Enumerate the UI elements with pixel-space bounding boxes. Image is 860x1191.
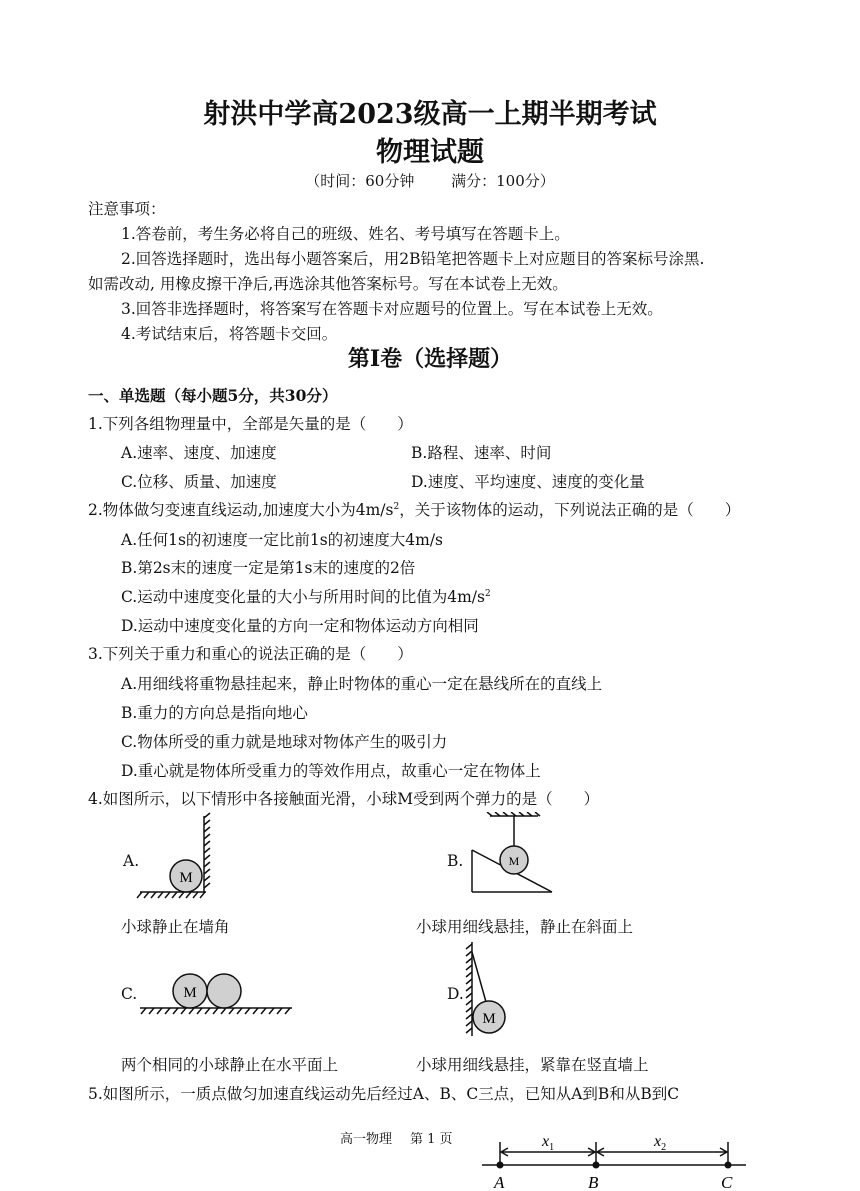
- q1-option-b: B.路程、速率、时间: [411, 444, 552, 462]
- exam-score: 满分：100分）: [451, 172, 555, 190]
- q3-option-b: B.重力的方向总是指向地心: [121, 704, 308, 722]
- q2-option-d: D.运动中速度变化量的方向一定和物体运动方向相同: [121, 617, 479, 635]
- q5-point-a: [497, 1162, 504, 1169]
- q2-stem-a: 2.物体做匀变速直线运动,加速度大小为4m/s: [88, 501, 394, 519]
- q3-option-a: A.用细线将重物悬挂起来，静止时物体的重心一定在悬线所在的直线上: [121, 675, 603, 693]
- q5-point-b: [593, 1162, 600, 1169]
- q2-option-c-text: C.运动中速度变化量的大小与所用时间的比值为4m/s: [121, 588, 485, 606]
- q2-stem-sup: 2: [393, 501, 400, 512]
- q2-option-c: [121, 585, 491, 607]
- notes-heading: 注意事项：: [88, 200, 166, 218]
- q4-fig-a-label: A.: [123, 852, 140, 870]
- q5-x1-base: x: [542, 1133, 550, 1150]
- exam-title: 射洪中学高2023级高一上期半期考试: [203, 99, 657, 130]
- q4-caption-a: 小球静止在墙角: [121, 918, 230, 936]
- q4-caption-d: 小球用细线悬挂，紧靠在竖直墙上: [416, 1056, 649, 1074]
- q5-x1-label: [541, 1133, 554, 1153]
- q5-x2-sub: 2: [661, 1142, 667, 1153]
- q4-fig-b-ball-label: M: [508, 854, 520, 868]
- q4-fig-a-ball-label: M: [179, 870, 193, 886]
- q4-fig-b-label: B.: [447, 852, 464, 870]
- q4-caption-c: 两个相同的小球静止在水平面上: [121, 1056, 339, 1074]
- q4-fig-d-ball-label: M: [482, 1011, 496, 1027]
- q5-point-c: [725, 1162, 732, 1169]
- q4-fig-d-label: D.: [447, 985, 464, 1003]
- exam-meta: [0, 170, 860, 191]
- page-footer: [340, 1128, 471, 1147]
- q4-fig-c-ball-other: [207, 974, 241, 1008]
- q5-label-a: A: [494, 1173, 505, 1191]
- note-3: 3.回答非选择题时，将答案写在答题卡对应题号的位置上。写在本试卷上无效。: [121, 300, 663, 318]
- note-4: 4.考试结束后，将答题卡交回。: [121, 325, 338, 343]
- note-1: 1.答卷前，考生务必将自己的班级、姓名、考号填写在答题卡上。: [121, 225, 570, 243]
- q3-option-c: C.物体所受的重力就是地球对物体产生的吸引力: [121, 733, 448, 751]
- section-title: 一、单选题（每小题5分，共30分）: [88, 386, 338, 405]
- q1-option-d: D.速度、平均速度、速度的变化量: [411, 473, 645, 491]
- note-2: 2.回答选择题时，选出每小题答案后，用2B铅笔把答题卡上对应题目的答案标号涂黑.: [121, 250, 705, 268]
- q4-caption-b: 小球用细线悬挂，静止在斜面上: [416, 918, 634, 936]
- q5-x2-label: [653, 1133, 666, 1153]
- q2-option-c-sup: 2: [484, 588, 491, 599]
- q4-figure-c: [138, 968, 294, 1016]
- q5-label-c: C: [721, 1173, 733, 1191]
- exam-time: （时间：60分钟: [305, 172, 415, 190]
- q1-option-c: C.位移、质量、加速度: [121, 473, 277, 491]
- q4-fig-c-label: C.: [121, 985, 138, 1003]
- q3-stem: 3.下列关于重力和重心的说法正确的是（ ）: [88, 645, 413, 663]
- q2-option-a: A.任何1s的初速度一定比前1s的初速度大4m/s: [121, 531, 443, 549]
- q4-fig-c-ball-label: M: [183, 985, 197, 1001]
- q4-stem: 4.如图所示，以下情形中各接触面光滑，小球M受到两个弹力的是（ ）: [88, 790, 600, 808]
- q2-option-b: B.第2s末的速度一定是第1s末的速度的2倍: [121, 559, 416, 577]
- q5-x1-sub: 1: [549, 1142, 555, 1153]
- q2-stem-b: ，关于该物体的运动，下列说法正确的是（ ）: [399, 501, 741, 519]
- q2-stem: [88, 498, 740, 520]
- q4-figure-b: [466, 812, 558, 898]
- q5-x2-base: x: [654, 1133, 662, 1150]
- note-2-cont: 如需改动, 用橡皮擦干净后,再选涂其他答案标号。写在本试卷上无效。: [88, 275, 568, 293]
- q5-stem: 5.如图所示，一质点做匀加速直线运动先后经过A、B、C三点，已知从A到B和从B到C: [88, 1085, 680, 1103]
- footer-subject: 高一物理: [340, 1132, 393, 1147]
- q5-figure: [480, 1120, 750, 1191]
- q5-label-b: B: [588, 1173, 599, 1191]
- q4-figure-a: [136, 812, 216, 904]
- exam-subject: 物理试题: [376, 137, 484, 168]
- part-title: 第I卷（选择题）: [347, 346, 513, 372]
- q4-figure-d: [462, 940, 514, 1040]
- q1-stem: 1.下列各组物理量中，全部是矢量的是（ ）: [88, 415, 413, 433]
- footer-page: 第 1 页: [410, 1132, 453, 1147]
- q3-option-d: D.重心就是物体所受重力的等效作用点，故重心一定在物体上: [121, 762, 541, 780]
- q1-option-a: A.速率、速度、加速度: [121, 444, 277, 462]
